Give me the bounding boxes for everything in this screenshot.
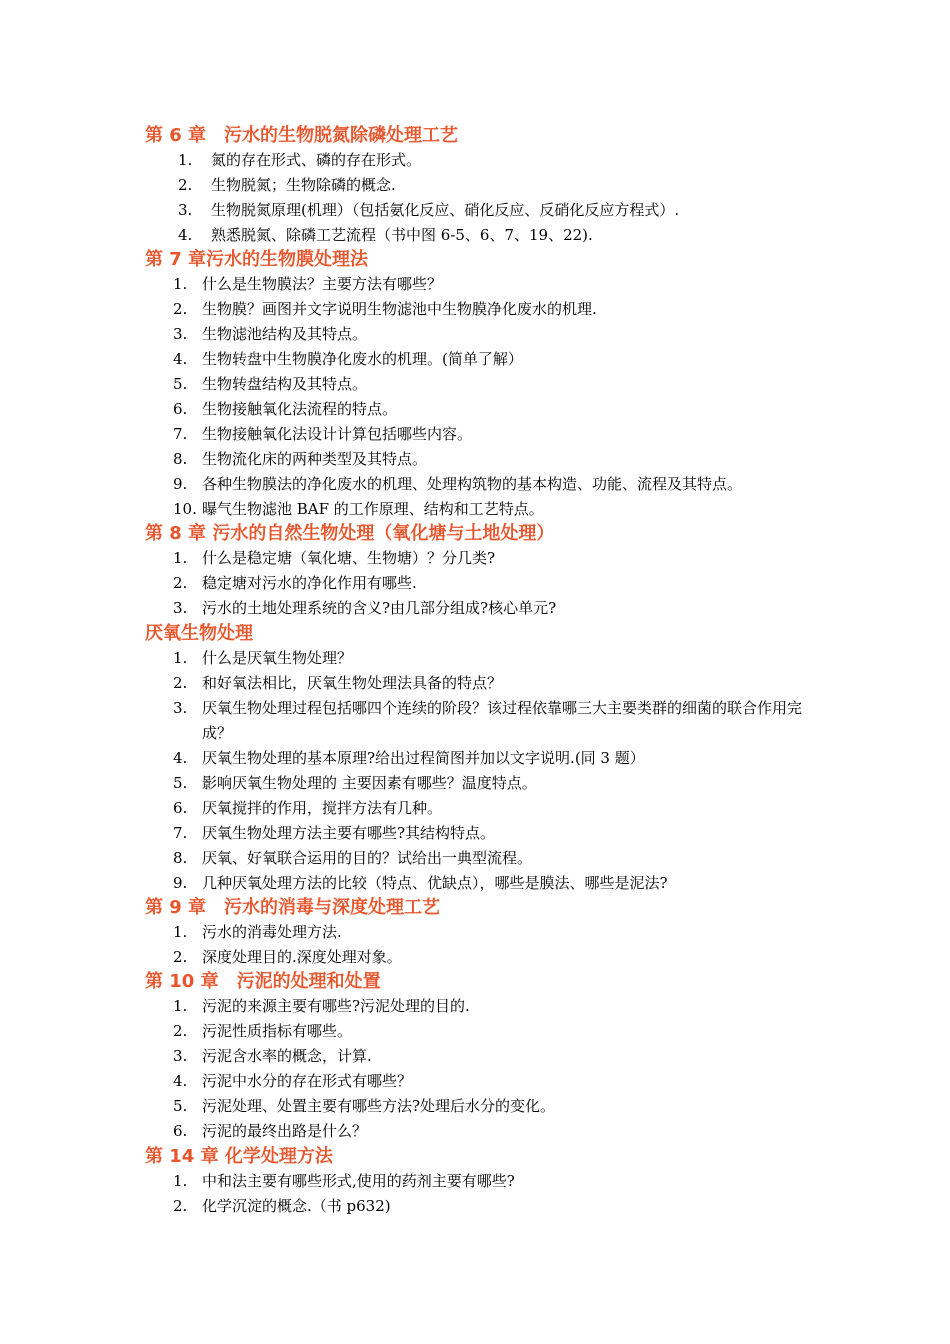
list-item [145, 646, 845, 671]
item-list [145, 646, 845, 896]
item-text: 熟悉脱氮、除磷工艺流程（书中图 6-5、6、7、19、22). [211, 226, 593, 244]
item-text: 生物转盘结构及其特点。 [202, 375, 368, 393]
item-number: 2. [173, 948, 188, 966]
item-text: 化学沉淀的概念.（书 p632) [202, 1197, 391, 1215]
item-number: 1. [173, 649, 188, 667]
item-number: 1. [173, 997, 188, 1015]
item-number: 2. [173, 1197, 188, 1215]
section-heading: 第 9 章 污水的消毒与深度处理工艺 [145, 897, 441, 918]
list-item [145, 198, 845, 223]
item-number: 6. [173, 400, 188, 418]
item-number: 4. [178, 226, 193, 244]
item-number: 3. [173, 699, 188, 717]
item-number: 3. [173, 1047, 188, 1065]
section-chapter-8 [145, 522, 845, 621]
list-item [145, 1094, 845, 1119]
item-number: 9. [173, 475, 188, 493]
list-item [145, 671, 845, 696]
item-number: 2. [178, 176, 193, 194]
item-text: 曝气生物滤池 BAF 的工作原理、结构和工艺特点。 [202, 500, 544, 518]
item-number: 2. [173, 674, 188, 692]
list-item [145, 223, 845, 248]
item-number: 7. [173, 824, 188, 842]
list-item [145, 596, 845, 621]
section-heading: 第 6 章 污水的生物脱氮除磷处理工艺 [145, 125, 459, 146]
item-text: 厌氧生物处理的基本原理?给出过程简图并加以文字说明.(同 3 题） [202, 749, 645, 767]
item-text: 污水的消毒处理方法. [202, 923, 342, 941]
list-item [145, 821, 845, 846]
item-number: 3. [173, 325, 188, 343]
item-text: 生物膜？画图并文字说明生物滤池中生物膜净化废水的机理. [202, 300, 597, 318]
item-list [145, 1169, 845, 1219]
item-number: 6. [173, 1122, 188, 1140]
item-list [145, 546, 845, 621]
section-heading: 第 14 章 化学处理方法 [145, 1146, 333, 1167]
item-number: 2. [173, 574, 188, 592]
item-number: 1. [173, 275, 188, 293]
list-item [145, 920, 845, 945]
item-number: 5. [173, 774, 188, 792]
list-item [145, 771, 845, 796]
item-number: 1. [173, 549, 188, 567]
item-text: 生物接触氧化法流程的特点。 [202, 400, 398, 418]
list-item [145, 173, 845, 198]
list-item [145, 696, 845, 746]
item-number: 3. [173, 599, 188, 617]
item-list [145, 920, 845, 970]
item-text: 厌氧搅拌的作用，搅拌方法有几种。 [202, 799, 443, 817]
item-text: 污泥性质指标有哪些。 [202, 1022, 353, 1040]
item-number: 9. [173, 874, 188, 892]
item-text: 各种生物膜法的净化废水的机理、处理构筑物的基本构造、功能、流程及其特点。 [202, 475, 743, 493]
item-text: 和好氧法相比，厌氧生物处理法具备的特点？ [202, 674, 503, 692]
list-item [145, 347, 845, 372]
section-chapter-9 [145, 896, 845, 970]
list-item [145, 796, 845, 821]
section-chapter-10 [145, 970, 845, 1144]
item-number: 1. [173, 1172, 188, 1190]
item-text: 厌氧生物处理过程包括哪四个连续的阶段？该过程依靠哪三大主要类群的细菌的联合作用完成？ [202, 699, 803, 742]
item-text: 污泥含水率的概念，计算. [202, 1047, 372, 1065]
item-number: 2. [173, 1022, 188, 1040]
item-text: 生物脱氮原理(机理）（包括氨化反应、硝化反应、反硝化反应方程式）. [211, 201, 680, 219]
item-number: 5. [173, 1097, 188, 1115]
item-list [145, 272, 845, 522]
list-item [145, 472, 845, 497]
item-text: 污泥的最终出路是什么？ [202, 1122, 368, 1140]
list-item [145, 1044, 845, 1069]
list-item [145, 846, 845, 871]
item-text: 厌氧、好氧联合运用的目的？试给出一典型流程。 [202, 849, 533, 867]
section-heading: 第 8 章 污水的自然生物处理（氧化塘与土地处理） [145, 523, 555, 544]
list-item [145, 322, 845, 347]
item-text: 生物流化床的两种类型及其特点。 [202, 450, 428, 468]
list-item [145, 372, 845, 397]
list-item [145, 571, 845, 596]
list-item [145, 945, 845, 970]
item-text: 氮的存在形式、磷的存在形式。 [211, 151, 422, 169]
section-chapter-14 [145, 1145, 845, 1219]
list-item [145, 871, 845, 896]
item-number: 3. [178, 201, 193, 219]
item-number: 6. [173, 799, 188, 817]
list-item [145, 422, 845, 447]
section-heading: 厌氧生物处理 [145, 623, 253, 644]
list-item [145, 447, 845, 472]
item-text: 污泥的来源主要有哪些?污泥处理的目的. [202, 997, 470, 1015]
item-number: 7. [173, 425, 188, 443]
list-item [145, 272, 845, 297]
item-text: 中和法主要有哪些形式,使用的药剂主要有哪些? [202, 1172, 515, 1190]
list-item [145, 746, 845, 771]
item-number: 4. [173, 350, 188, 368]
item-text: 生物转盘中生物膜净化废水的机理。(简单了解） [202, 350, 523, 368]
item-number: 8. [173, 450, 188, 468]
item-text: 什么是稳定塘（氧化塘、生物塘）？分几类? [202, 549, 496, 567]
list-item [145, 397, 845, 422]
section-chapter-6 [145, 124, 845, 248]
list-item [145, 148, 845, 173]
item-number: 4. [173, 749, 188, 767]
item-list [145, 994, 845, 1144]
item-text: 污泥中水分的存在形式有哪些？ [202, 1072, 413, 1090]
item-text: 深度处理目的.深度处理对象。 [202, 948, 402, 966]
section-heading: 第 7 章污水的生物膜处理法 [145, 249, 369, 270]
section-heading: 第 10 章 污泥的处理和处置 [145, 971, 381, 992]
item-text: 生物滤池结构及其特点。 [202, 325, 368, 343]
item-text: 什么是生物膜法？主要方法有哪些？ [202, 275, 443, 293]
item-number: 2. [173, 300, 188, 318]
item-text: 生物脱氮；生物除磷的概念. [211, 176, 396, 194]
item-number: 4. [173, 1072, 188, 1090]
list-item [145, 1169, 845, 1194]
item-text: 污水的土地处理系统的含义?由几部分组成?核心单元? [202, 599, 557, 617]
item-text: 稳定塘对污水的净化作用有哪些. [202, 574, 417, 592]
list-item [145, 994, 845, 1019]
item-text: 生物接触氧化法设计计算包括哪些内容。 [202, 425, 473, 443]
item-text: 几种厌氧处理方法的比较（特点、优缺点），哪些是膜法、哪些是泥法? [202, 874, 668, 892]
item-number: 1. [178, 151, 193, 169]
item-number: 8. [173, 849, 188, 867]
item-text: 什么是厌氧生物处理？ [202, 649, 353, 667]
item-text: 影响厌氧生物处理的 主要因素有哪些？温度特点。 [202, 774, 537, 792]
item-text: 污泥处理、处置主要有哪些方法?处理后水分的变化。 [202, 1097, 556, 1115]
list-item [145, 497, 845, 522]
section-chapter-7 [145, 248, 845, 522]
list-item [145, 1119, 845, 1144]
item-list [145, 148, 845, 248]
list-item [145, 546, 845, 571]
list-item [145, 1019, 845, 1044]
item-number: 10. [173, 500, 197, 518]
list-item [145, 297, 845, 322]
item-number: 1. [173, 923, 188, 941]
item-number: 5. [173, 375, 188, 393]
section-anaerobic [145, 622, 845, 896]
item-text: 厌氧生物处理方法主要有哪些?其结构特点。 [202, 824, 496, 842]
list-item [145, 1069, 845, 1094]
list-item [145, 1194, 845, 1219]
